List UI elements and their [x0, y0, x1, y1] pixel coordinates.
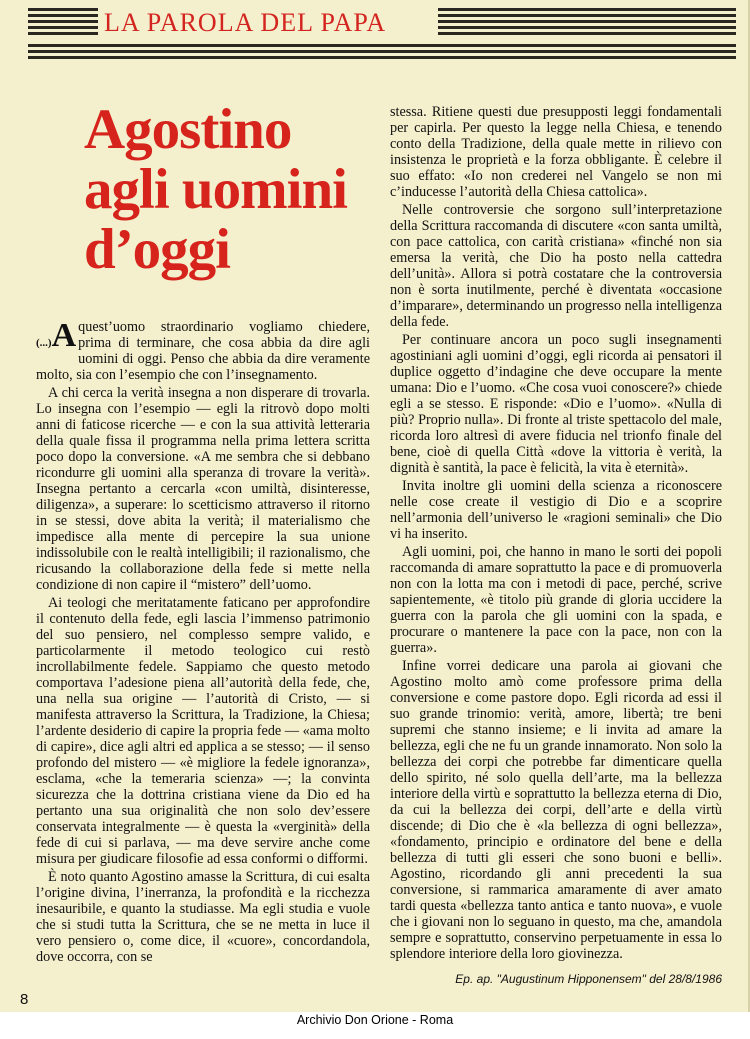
body-paragraph: Invita inoltre gli uomini della scienza a riconoscere nelle cose create il vestigio di Dio e a scoprire nell’armonia dell’universo le «ragioni seminali» che Dio vi ha inserito.: [390, 478, 722, 542]
header-rule-left: [28, 8, 98, 38]
body-paragraph: Ai teologi che meritatamente faticano per approfondire il contenuto della fede, egli lascia l’immenso patrimonio del suo pensiero, nel complesso sempre valido, e particolarmente il metodo teologico cui restò incrollabilmente fedele. Sappiamo che questo metodo comportava l’adesione piena all’autorità della fede, che, una nella sua origine — l’autorità di Cristo, — si manifesta attraverso la Scrittura, la Tradizione, la Chiesa; l’ardente desiderio di capire la propria fede — «ama molto di capire», dice agli altri ed applica a se stesso; — il senso profondo del mistero — «è migliore la fedele ignoranza», esclama, «che la temeraria scienza» —; la convinta sicurezza che la dottrina cristiana viene da Dio ed ha pertanto una sua originalità che non solo dev’essere conservata integralmente — è questa la «verginità» della fede di cui si parlava, — ma deve servire anche come misura per giudicare filosofie ad essa conformi o difformi.: [36, 595, 370, 867]
body-paragraph: Nelle controversie che sorgono sull’interpretazione della Scrittura raccomanda di discutere «con santa umiltà, con pace cattolica, con carità cristiana» «finché non sia emersa la verità, che Dio ha posto nella cattedra dell’unità». Allora si potrà costatare che la controversia non è sorta inutilmente, perché è diventata «occasione d’imparare», determinando un progresso nella intelligenza della fede.: [390, 202, 722, 330]
left-column: [36, 319, 370, 965]
section-header: [28, 6, 736, 62]
header-rule-bottom: [28, 44, 736, 62]
drop-cap: [36, 317, 77, 358]
body-paragraph: È noto quanto Agostino amasse la Scrittura, di cui esalta l’origine divina, l’inerranza, la profondità e la ricchezza inesauribile, e quanto la studiasse. Ma egli studia e vuole che si studi tutta la Scrittura, che se ne metta in luce il vero pensiero o, come dice, il «cuore», concordandola, dove occorra, con se: [36, 869, 370, 965]
body-paragraph: Per continuare ancora un poco sugli insegnamenti agostiniani agli uomini d’oggi, egli ricorda ai pensatori il duplice oggetto d’indagine che deve occupare la mente umana: Dio e l’uomo. «Che cosa vuoi conoscere?» chiede egli a se stesso. E risponde: «Dio e l’uomo». «Nulla di più? Proprio nulla». Di fronte al triste spettacolo del male, ricorda loro altresì di avere fiducia nel trionfo finale del bene, cioè di quella Città «dove la vittoria è verità, la dignità è santità, la pace è felicità, la vita è eternità».: [390, 332, 722, 476]
right-column: [390, 104, 722, 962]
body-paragraph: A chi cerca la verità insegna a non disperare di trovarla. Lo insegna con l’esempio — egli la ritrovò dopo molti anni di faticose ricerche — e con la sua attività letteraria della quale fissa il programma nella prima lettera scritta poco dopo la conversione. «A me sembra che si debbano ricondurre gli uomini alla speranza di trovare la verità». Insegna pertanto a cercarla «con umiltà, disinteresse, diligenza», a superare: lo scetticismo attraverso il ritorno in se stessi, dove abita la verità; il materialismo che impedisce alla mente di percepire la sua unione indissolubile con le realtà intelligibili; il razionalismo, che ricusando la collaborazione della fede si mette nella condizione di non capire il “mistero” dell’uomo.: [36, 385, 370, 593]
lead-paragraph: [36, 319, 370, 383]
section-title: LA PAROLA DEL PAPA: [104, 8, 387, 37]
body-paragraph: Infine vorrei dedicare una parola ai giovani che Agostino molto amò come professore prima della conversione e come pastore dopo. Egli ricorda ad essi il suo grande trinomio: verità, amore, libertà; tre beni supremi che stanno insieme; e li invita ad amare la bellezza, egli che ne fu un grande innamorato. Non solo la bellezza dei corpi che potrebbe far dimenticare quella dello spirito, né solo quella dell’arte, ma la bellezza interiore della virtù e soprattutto la bellezza eterna di Dio, da cui la bellezza dei corpi, dell’arte e della virtù discende; di Dio che è «la bellezza di ogni bellezza», «fondamento, principio e ordinatore del bene e della bellezza di tutti gli esseri che sono buoni e belli». Agostino, ricordando gli anni precedenti la sua conversione, si rammarica amaramente di aver amato tardi questa «bellezza tanto antica e tanto nuova», e vuole che i giovani non lo seguano in questo, ma che, amandola sempre e soprattutto, conservino perpetuamente in essa lo splendore interiore della loro giovinezza.: [390, 658, 722, 962]
source-citation: Ep. ap. "Augustinum Hipponensem" del 28/8/1986: [455, 972, 722, 986]
body-paragraph: stessa. Ritiene questi due presupposti leggi fondamentali per capirla. Per questo la legge nella Chiesa, e tenendo conto della Tradizione, della quale mette in rilievo con insistenza le proprietà e la forza obbligante. È celebre il suo effato: «Io non crederei nel Vangelo se non mi c’inducesse l’autorità della Chiesa cattolica».: [390, 104, 722, 200]
lead-ellipsis: (...): [36, 337, 52, 349]
headline-line-1: Agostino: [84, 98, 292, 161]
article-headline: [84, 100, 374, 280]
page-number: 8: [20, 991, 29, 1008]
archive-footer: Archivio Don Orione - Roma: [296, 1013, 454, 1027]
headline-line-2: agli uomini: [84, 158, 347, 221]
header-rule-right: [438, 8, 736, 38]
lead-text: quest’uomo straordinario vogliamo chiedere, prima di terminare, che cosa abbia da dire agli uomini di oggi. Penso che abbia da dire veramente molto, sia con l’esempio che con l’insegnamento.: [36, 319, 370, 383]
drop-cap-letter: A: [51, 317, 77, 354]
headline-line-3: d’oggi: [84, 218, 231, 281]
body-paragraph: Agli uomini, poi, che hanno in mano le sorti dei popoli raccomanda di amare soprattutto la pace e di promuoverla non con la lotta ma con i metodi di pace, perché, scrive sapientemente, «è titolo più grande di gloria uccidere la guerra con la parola che gli uomini con la spada, e procurare o mantenere la pace con la pace, non con la guerra».: [390, 544, 722, 656]
